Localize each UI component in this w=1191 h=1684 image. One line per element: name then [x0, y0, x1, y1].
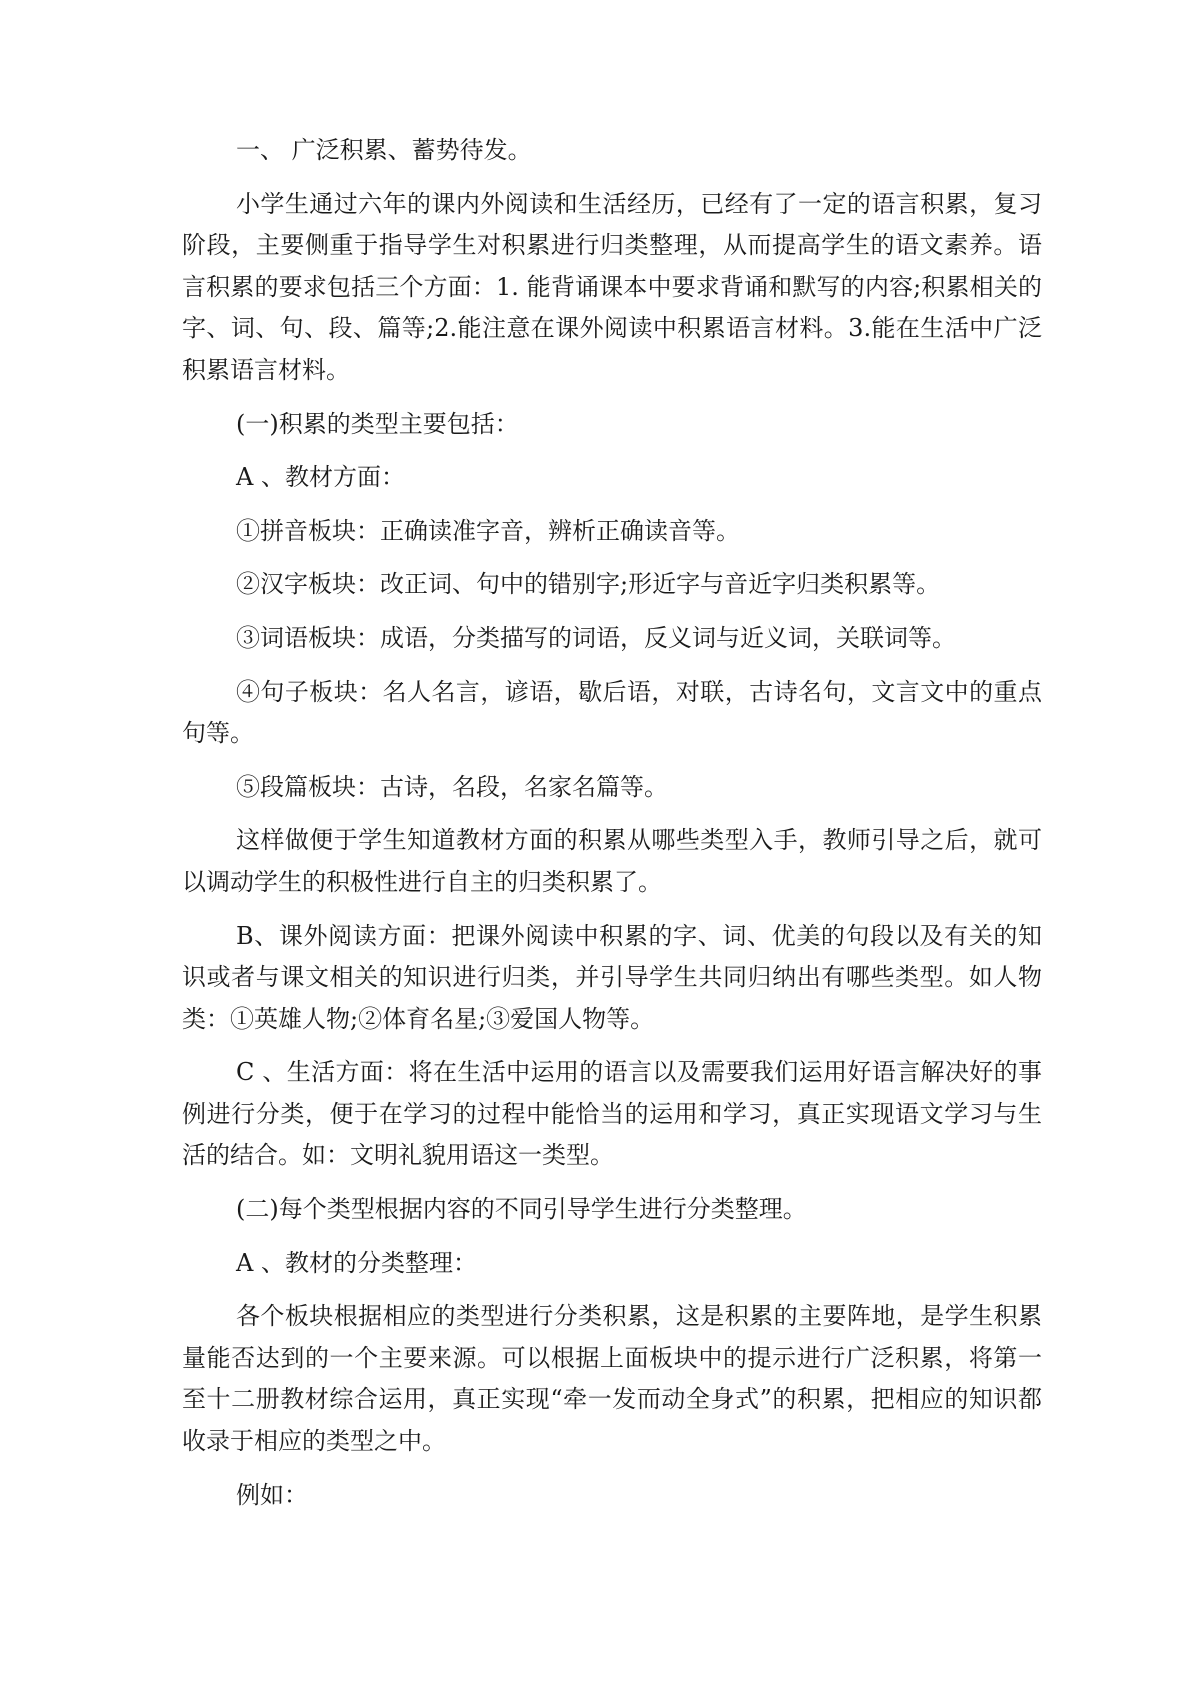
paragraph: C 、生活方面：将在生活中运用的语言以及需要我们运用好语言解决好的事例进行分类，便于在学习的过程中能恰当的运用和学习，真正实现语文学习与生活的结合。如：文明礼貌用语这一类型。	[182, 1058, 1042, 1170]
list-item: ④句子板块：名人名言，谚语，歇后语，对联，古诗名句，文言文中的重点句等。	[182, 677, 1042, 748]
paragraph: 这样做便于学生知道教材方面的积累从哪些类型入手，教师引导之后，就可以调动学生的积极性进行自主的归类积累了。	[182, 826, 1042, 896]
paragraph: 例如：	[236, 1480, 308, 1509]
paragraph: A 、教材的分类整理：	[236, 1248, 477, 1277]
list-item: ⑤段篇板块：古诗，名段，名家名篇等。	[236, 772, 668, 801]
paragraph: A 、教材方面：	[236, 463, 405, 492]
document-body	[182, 130, 1042, 1528]
subsection-heading: (一)积累的类型主要包括：	[236, 409, 519, 438]
paragraph: B、课外阅读方面：把课外阅读中积累的字、词、优美的句段以及有关的知识或者与课文相关的知识进行归类，并引导学生共同归纳出有哪些类型。如人物类：①英雄人物;②体育名星;③爱国人物等。	[182, 921, 1042, 1033]
section-heading: 一、 广泛积累、蓄势待发。	[236, 136, 532, 164]
list-item: ②汉字板块：改正词、句中的错别字;形近字与音近字归类积累等。	[236, 570, 941, 599]
paragraph: 小学生通过六年的课内外阅读和生活经历，已经有了一定的语言积累，复习阶段，主要侧重于指导学生对积累进行归类整理，从而提高学生的语文素养。语言积累的要求包括三个方面：1. 能背诵课本中要求背诵和默写的内容;积累相关的字、词、句、段、篇等;2.能注意在课外阅读中积累语言材料。3.能在生活中广泛积累语言材料。	[182, 189, 1042, 384]
list-item: ③词语板块：成语，分类描写的词语，反义词与近义词，关联词等。	[236, 623, 956, 652]
list-item: ①拼音板块：正确读准字音，辨析正确读音等。	[236, 516, 740, 545]
subsection-heading: (二)每个类型根据内容的不同引导学生进行分类整理。	[236, 1195, 807, 1224]
paragraph: 各个板块根据相应的类型进行分类积累，这是积累的主要阵地，是学生积累量能否达到的一个主要来源。可以根据上面板块中的提示进行广泛积累，将第一至十二册教材综合运用，真正实现“牵一发而动全身式”的积累，把相应的知识都收录于相应的类型之中。	[182, 1302, 1042, 1456]
